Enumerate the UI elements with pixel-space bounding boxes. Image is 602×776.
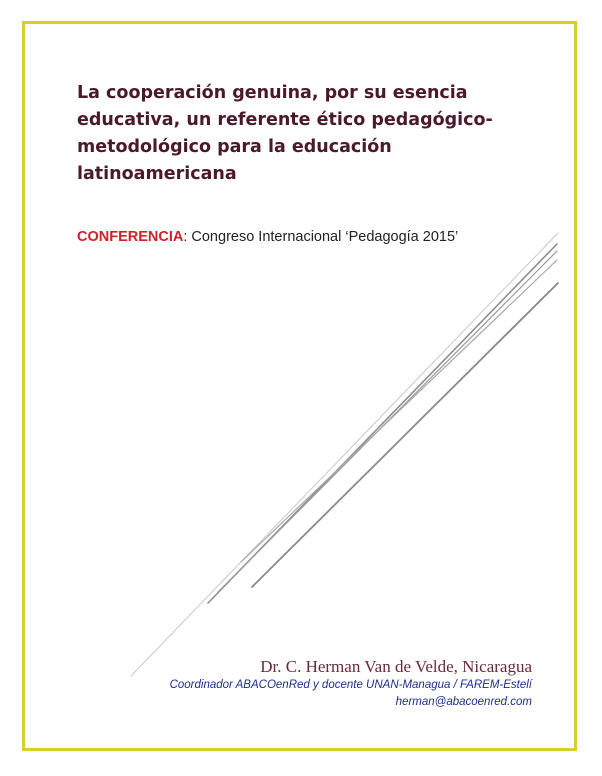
author-name: Dr. C. Herman Van de Velde, Nicaragua bbox=[260, 657, 532, 676]
author-role: Coordinador ABACOenRed y docente UNAN-Managua / FAREM-Estelí bbox=[169, 679, 532, 691]
document-title: La cooperación genuina, por su esencia educativa, un referente ético pedagógico-metodológico para la educación latinoamericana bbox=[77, 83, 493, 184]
diagonal-line bbox=[131, 233, 558, 676]
author-block bbox=[170, 657, 532, 711]
conference-text: : Congreso Internacional ‘Pedagogía 2015’ bbox=[183, 229, 459, 245]
author-email[interactable]: herman@abacoenred.com bbox=[395, 696, 532, 708]
conference-label: CONFERENCIA bbox=[77, 229, 184, 245]
diagonal-line bbox=[252, 283, 558, 587]
diagonal-line bbox=[241, 260, 557, 562]
